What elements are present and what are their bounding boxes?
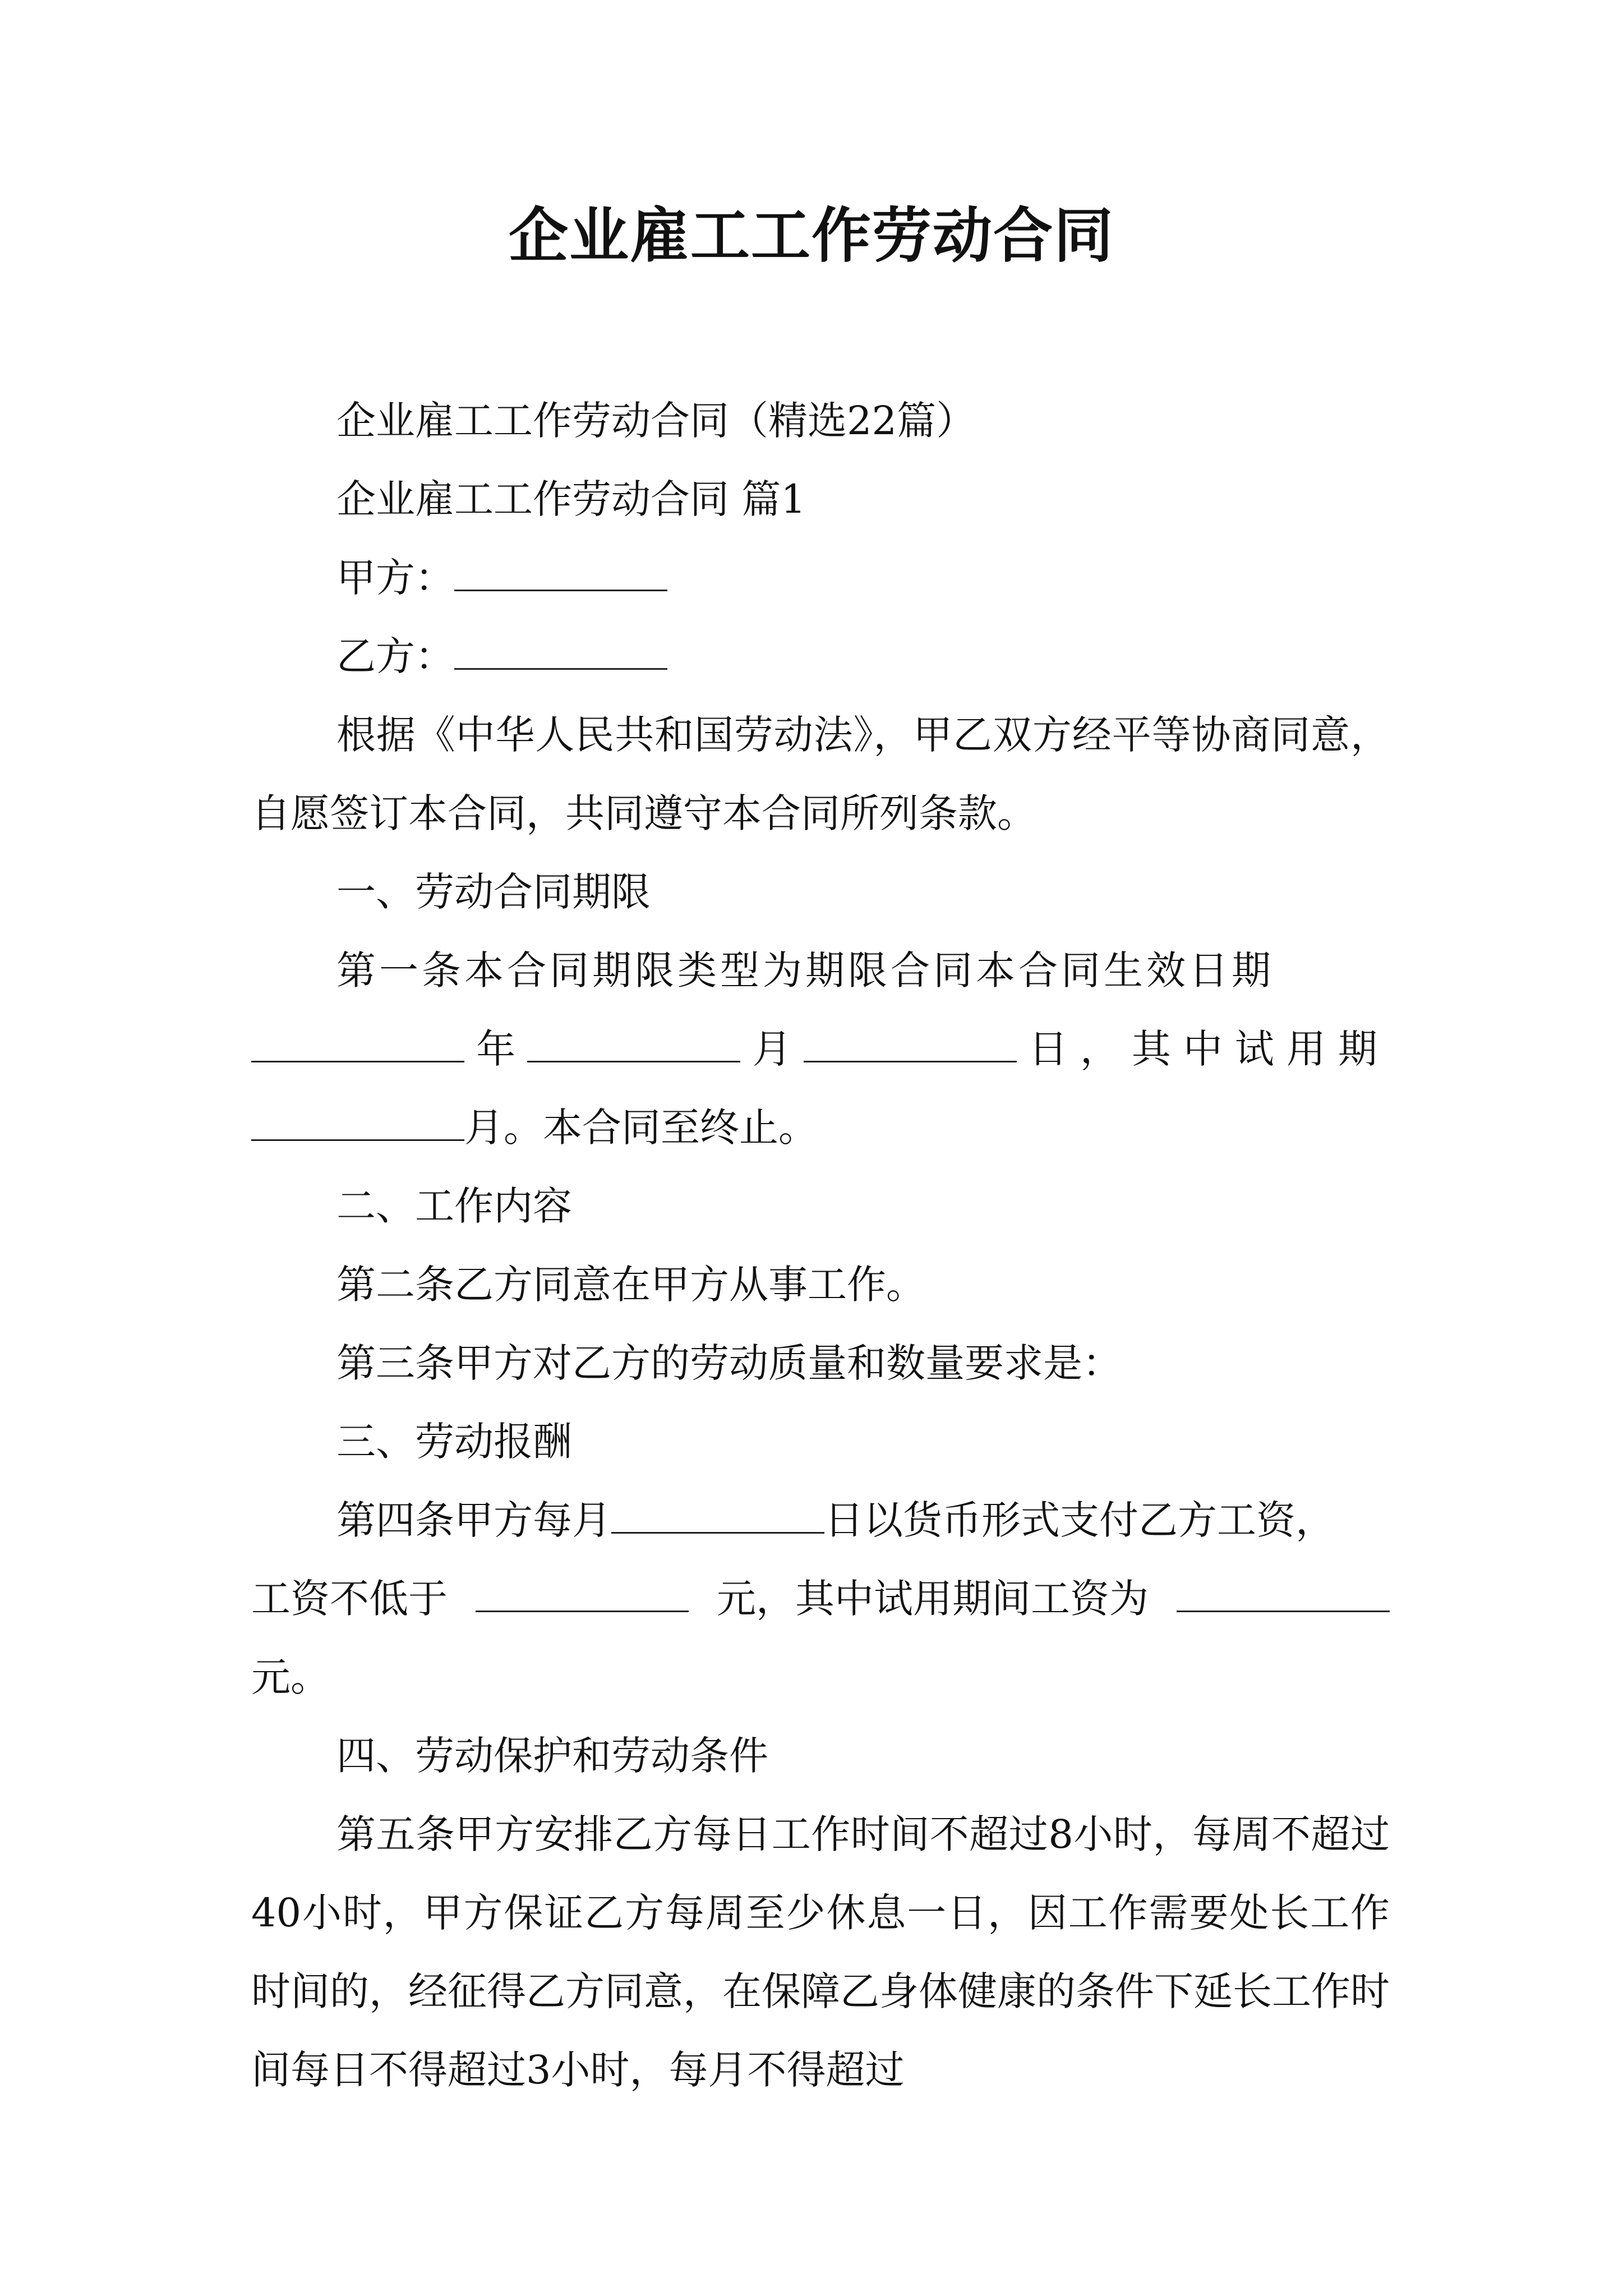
payday-blank bbox=[611, 1501, 824, 1534]
article-4-line-2 bbox=[251, 1559, 1390, 1638]
start-year-blank bbox=[251, 1029, 464, 1062]
article-4-part-c: 工资不低于 bbox=[251, 1576, 448, 1622]
party-b-label: 乙方： bbox=[336, 633, 454, 679]
article-1 bbox=[251, 931, 1390, 1167]
start-month-blank bbox=[527, 1029, 740, 1062]
probation-months-blank bbox=[251, 1108, 464, 1141]
article-4-line-3: 元。 bbox=[251, 1654, 330, 1700]
party-b-line bbox=[251, 617, 1390, 696]
party-a-line bbox=[251, 539, 1390, 617]
article-4-part-a: 第四条甲方每月 bbox=[336, 1497, 611, 1543]
article-4-part-d: 元，其中试用期间工资为 bbox=[717, 1576, 1149, 1622]
article-3: 第三条甲方对乙方的劳动质量和数量要求是： bbox=[336, 1340, 1122, 1386]
probation-wage-blank bbox=[1177, 1579, 1390, 1612]
article-1-ending: 月。本合同至终止。 bbox=[464, 1105, 818, 1151]
heading-contract-term: 一、劳动合同期限 bbox=[336, 869, 651, 915]
heading-remuneration: 三、劳动报酬 bbox=[336, 1419, 572, 1465]
article-2: 第二条乙方同意在甲方从事工作。 bbox=[336, 1262, 925, 1308]
preamble-paragraph: 根据《中华人民共和国劳动法》，甲乙双方经平等协商同意，自愿签订本合同，共同遵守本合同所列条款。 bbox=[251, 712, 1390, 836]
month-label: 月 bbox=[752, 1026, 792, 1072]
party-a-blank bbox=[454, 558, 667, 591]
article-4-part-b: 日以货币形式支付乙方工资， bbox=[824, 1497, 1335, 1543]
day-probation-label: 日，其中试用期 bbox=[1028, 1026, 1390, 1072]
subtitle-paragraph: 企业雇工工作劳动合同（精选22篇） bbox=[336, 398, 976, 444]
minimum-wage-blank bbox=[476, 1579, 689, 1612]
article-4-line-1 bbox=[251, 1481, 1390, 1559]
start-day-blank bbox=[804, 1029, 1017, 1062]
party-b-blank bbox=[454, 637, 667, 670]
document-title: 企业雇工工作劳动合同 bbox=[509, 200, 1114, 270]
article-1-line-2 bbox=[251, 1010, 1390, 1088]
article-5: 第五条甲方安排乙方每日工作时间不超过8小时，每周不超过40小时，甲方保证乙方每周至少休息一日，因工作需要处长工作时间的，经征得乙方同意，在保障乙身体健康的条件下延长工作时间每日不得超过3小时，每月不得超过 bbox=[251, 1811, 1390, 2093]
section-heading-paragraph: 企业雇工工作劳动合同 篇1 bbox=[336, 476, 806, 522]
article-4 bbox=[251, 1481, 1390, 1717]
article-1-line-1: 第一条本合同期限类型为期限合同本合同生效日期 bbox=[336, 947, 1274, 993]
document-body bbox=[251, 381, 1390, 2109]
party-a-label: 甲方： bbox=[336, 555, 454, 601]
heading-work-content: 二、工作内容 bbox=[336, 1183, 572, 1229]
heading-labor-protection: 四、劳动保护和劳动条件 bbox=[336, 1733, 768, 1779]
year-label: 年 bbox=[476, 1026, 516, 1072]
article-1-line-3 bbox=[251, 1088, 1390, 1167]
